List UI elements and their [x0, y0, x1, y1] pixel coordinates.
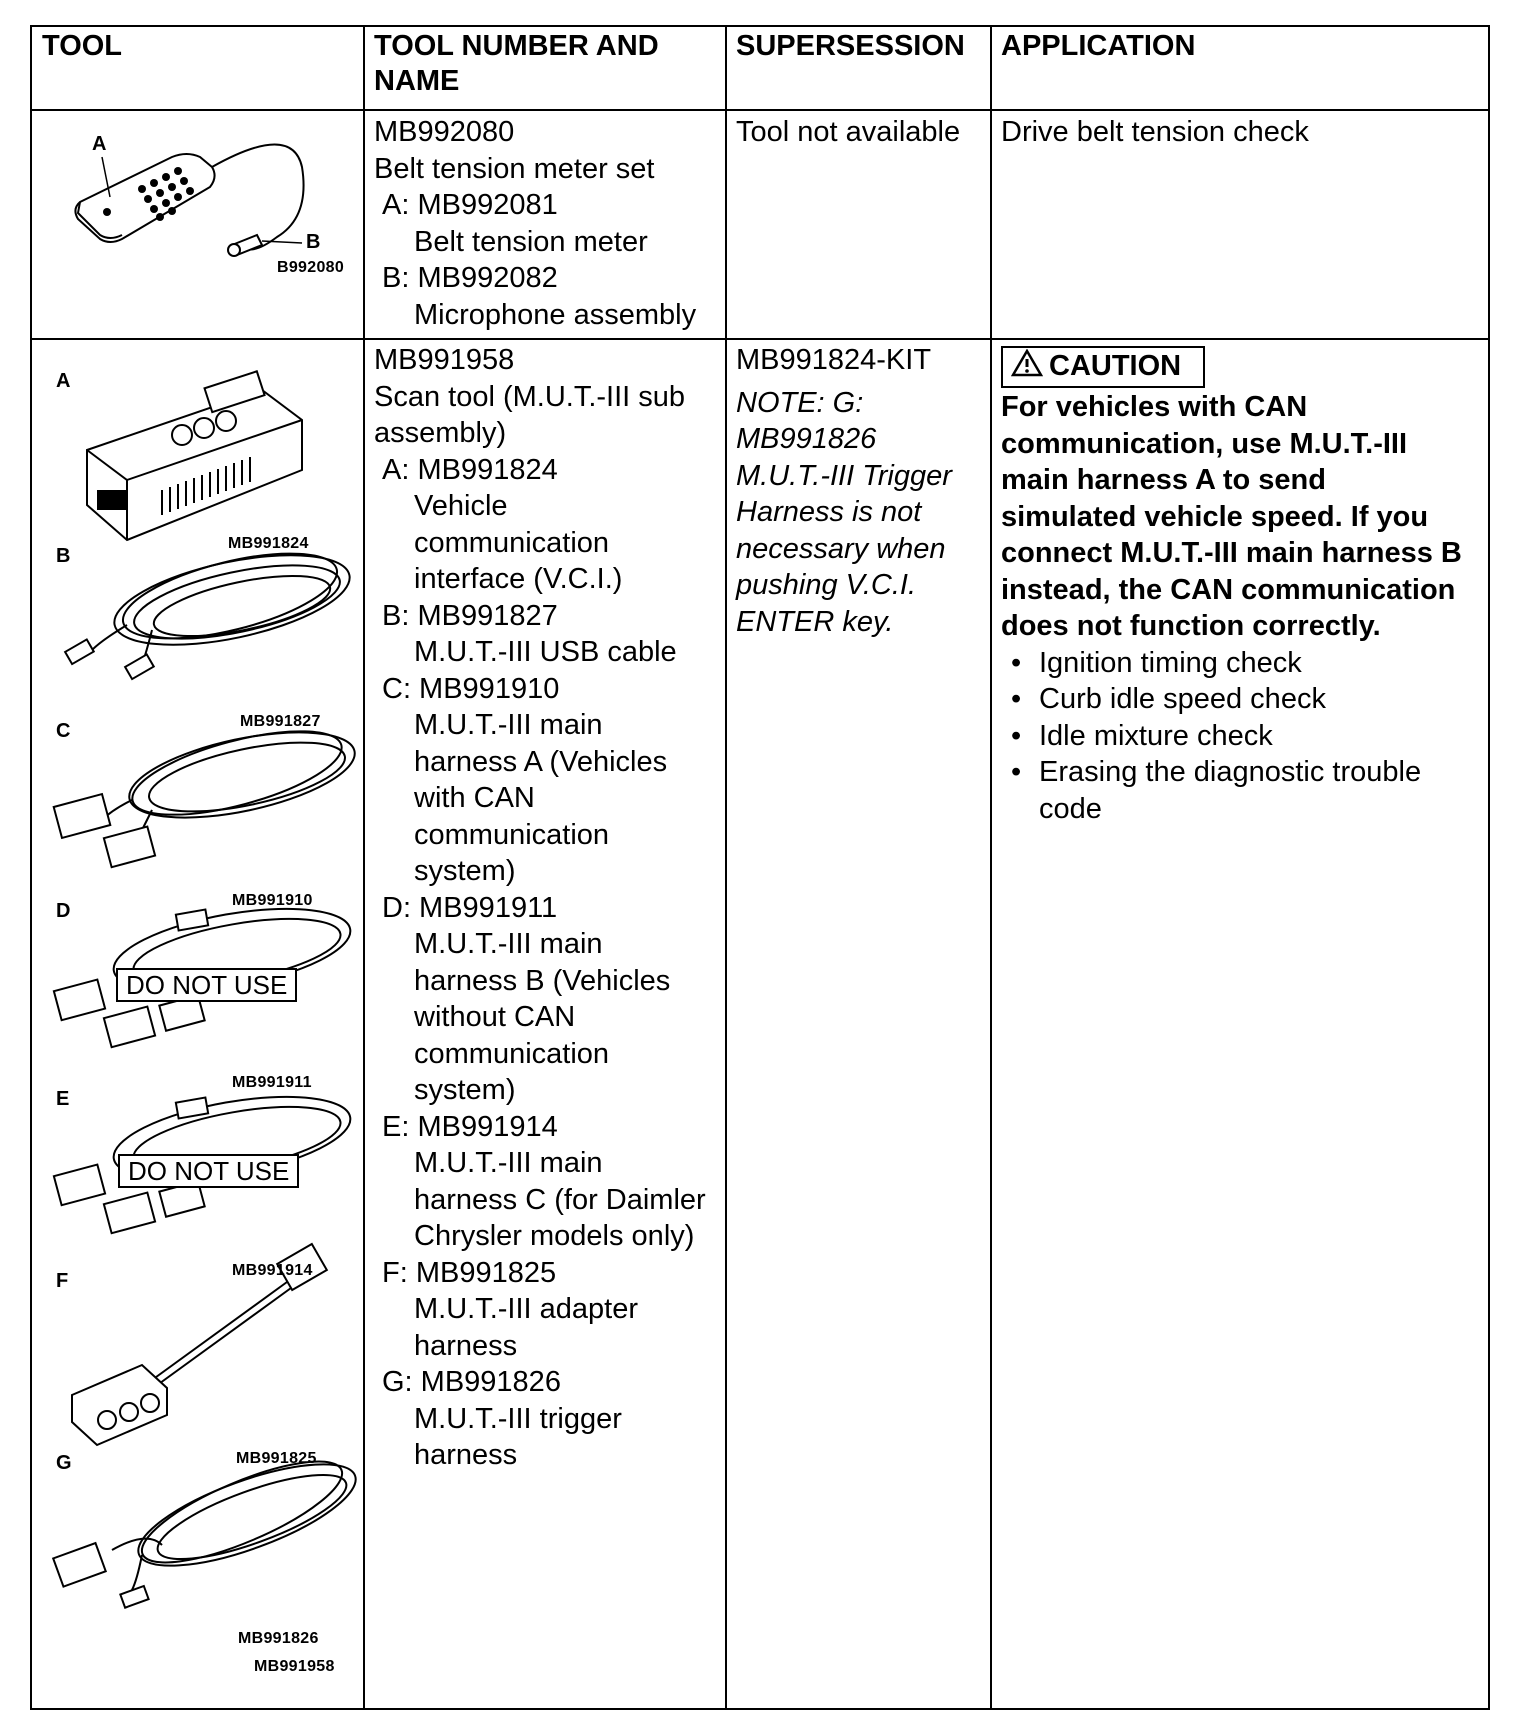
note-line: necessary when [736, 532, 946, 565]
header-tool: TOOL [42, 30, 123, 62]
header-application: APPLICATION [1001, 30, 1196, 62]
row-divider [32, 109, 1488, 111]
tool-number-line: Vehicle [414, 490, 508, 522]
tool-code: MB991911 [232, 1074, 312, 1091]
tool-label-b: B [306, 231, 321, 253]
tool-number-line: MB991958 [374, 344, 515, 376]
tool-number-line: Belt tension meter [414, 225, 648, 258]
supersession-note [736, 385, 952, 641]
tool-code: MB991825 [236, 1450, 317, 1467]
note-line: MB991826 [736, 423, 877, 455]
tool-number-line: Scan tool (M.U.T.-III sub [374, 380, 686, 413]
tool-number-line: without CAN [414, 1001, 576, 1033]
tool-letter: F [56, 1270, 69, 1292]
header-supersession: SUPERSESSION [736, 30, 965, 62]
column-divider [990, 27, 992, 1708]
tool-number-line: assembly) [374, 417, 507, 449]
scan-tool-drawings [32, 340, 362, 1710]
illustration-code: B992080 [277, 259, 345, 276]
tool-number-line: with CAN [414, 782, 535, 814]
tool-number-line: G: MB991826 [382, 1366, 561, 1398]
application-list [1001, 645, 1486, 791]
tool-code: MB991826 [238, 1630, 319, 1647]
tool-number-line: Chrysler models only) [414, 1220, 695, 1252]
application-item: • Curb idle speed check [1001, 681, 1486, 718]
header-tool-number: TOOL NUMBER AND NAME [374, 30, 659, 97]
note-line: Harness is not [736, 496, 922, 528]
supersession-value: MB991824-KIT [736, 344, 932, 376]
tool-number-line: D: MB991911 [382, 891, 558, 924]
tool-letter: G [56, 1452, 72, 1474]
tool-letter: D [56, 900, 71, 922]
row2-application [1001, 346, 1486, 827]
tool-letter: C [56, 720, 71, 742]
harness-a-drawing [54, 714, 362, 867]
caution-line: simulated vehicle speed. If you [1001, 500, 1429, 533]
tool-number-line: B: MB991827 [382, 599, 558, 632]
column-divider [363, 27, 365, 1708]
note-line: pushing V.C.I. [736, 569, 917, 601]
row2-supersession [736, 342, 952, 640]
tool-number-line: harness [414, 1439, 518, 1471]
tool-letter: B [56, 545, 71, 567]
tool-code: MB991910 [232, 892, 313, 909]
row1-tool-number [374, 114, 696, 333]
tool-number-line: harness [414, 1329, 518, 1362]
caution-line: instead, the CAN communication [1001, 573, 1456, 606]
tool-number-line: A: MB992081 [382, 189, 558, 221]
tool-number-line: Microphone assembly [414, 298, 697, 331]
do-not-use-stamp: DO NOT USE [118, 1154, 299, 1188]
tool-number-line: interface (V.C.I.) [414, 563, 623, 595]
row1-supersession: Tool not available [736, 116, 961, 148]
tool-number-line: M.U.T.-III adapter [414, 1293, 639, 1325]
set-code: MB991958 [254, 1658, 335, 1675]
tool-number-line: MB992080 [374, 116, 515, 148]
vci-drawing [87, 371, 302, 540]
note-line: M.U.T.-III Trigger [736, 459, 952, 492]
tool-number-line: M.U.T.-III main [414, 1147, 603, 1179]
tool-code: MB991914 [232, 1262, 313, 1279]
tool-number-line: communication [414, 818, 610, 851]
scan-tool-illustrations [32, 340, 362, 1710]
application-item-continuation: code [1039, 792, 1102, 825]
caution-line: For vehicles with CAN [1001, 391, 1308, 423]
tool-number-line: harness A (Vehicles [414, 745, 668, 778]
tool-number-line: M.U.T.-III trigger [414, 1402, 622, 1435]
tool-letter: A [56, 370, 71, 392]
tool-code: MB991824 [228, 535, 309, 552]
row2-tool-number [374, 342, 706, 1474]
caution-line: does not function correctly. [1001, 610, 1381, 642]
warning-triangle-icon [1011, 349, 1043, 386]
tool-number-line: C: MB991910 [382, 672, 560, 705]
belt-tension-meter-illustration [62, 127, 352, 327]
tool-number-line: harness B (Vehicles [414, 964, 671, 997]
tool-number-line: harness C (for Daimler [414, 1183, 706, 1216]
usb-cable-drawing [65, 536, 357, 679]
caution-line: connect M.U.T.-III main harness B [1001, 537, 1462, 569]
application-item: • Erasing the diagnostic trouble [1001, 754, 1486, 791]
tool-number-line: M.U.T.-III main [414, 928, 603, 960]
tool-number-line: communication [414, 1037, 610, 1070]
caution-line: communication, use M.U.T.-III [1001, 427, 1408, 460]
caution-text [1001, 389, 1486, 645]
tool-letter: E [56, 1088, 70, 1110]
note-line: ENTER key. [736, 605, 894, 638]
caution-line: main harness A to send [1001, 464, 1326, 496]
tool-number-line: system) [414, 855, 516, 887]
caution-box [1001, 346, 1205, 388]
note-line: NOTE: G: [736, 386, 864, 419]
special-tools-table [30, 25, 1490, 1710]
tool-number-line: E: MB991914 [382, 1110, 558, 1143]
tool-number-line: M.U.T.-III USB cable [414, 636, 677, 668]
row1-application: Drive belt tension check [1001, 116, 1309, 148]
application-item: • Idle mixture check [1001, 718, 1486, 755]
tool-number-line: F: MB991825 [382, 1256, 557, 1289]
tool-number-line: communication [414, 526, 610, 559]
column-divider [725, 27, 727, 1708]
caution-title: CAUTION [1049, 350, 1182, 382]
tool-number-line: Belt tension meter set [374, 152, 655, 185]
tool-number-line: B: MB992082 [382, 262, 558, 294]
tool-code: MB991827 [240, 713, 321, 730]
tool-number-line: A: MB991824 [382, 453, 558, 486]
application-item: • Ignition timing check [1001, 645, 1486, 682]
do-not-use-stamp: DO NOT USE [116, 968, 297, 1002]
tool-label-a: A [92, 133, 107, 155]
tool-number-line: system) [414, 1074, 516, 1106]
tool-number-line: M.U.T.-III main [414, 709, 603, 741]
